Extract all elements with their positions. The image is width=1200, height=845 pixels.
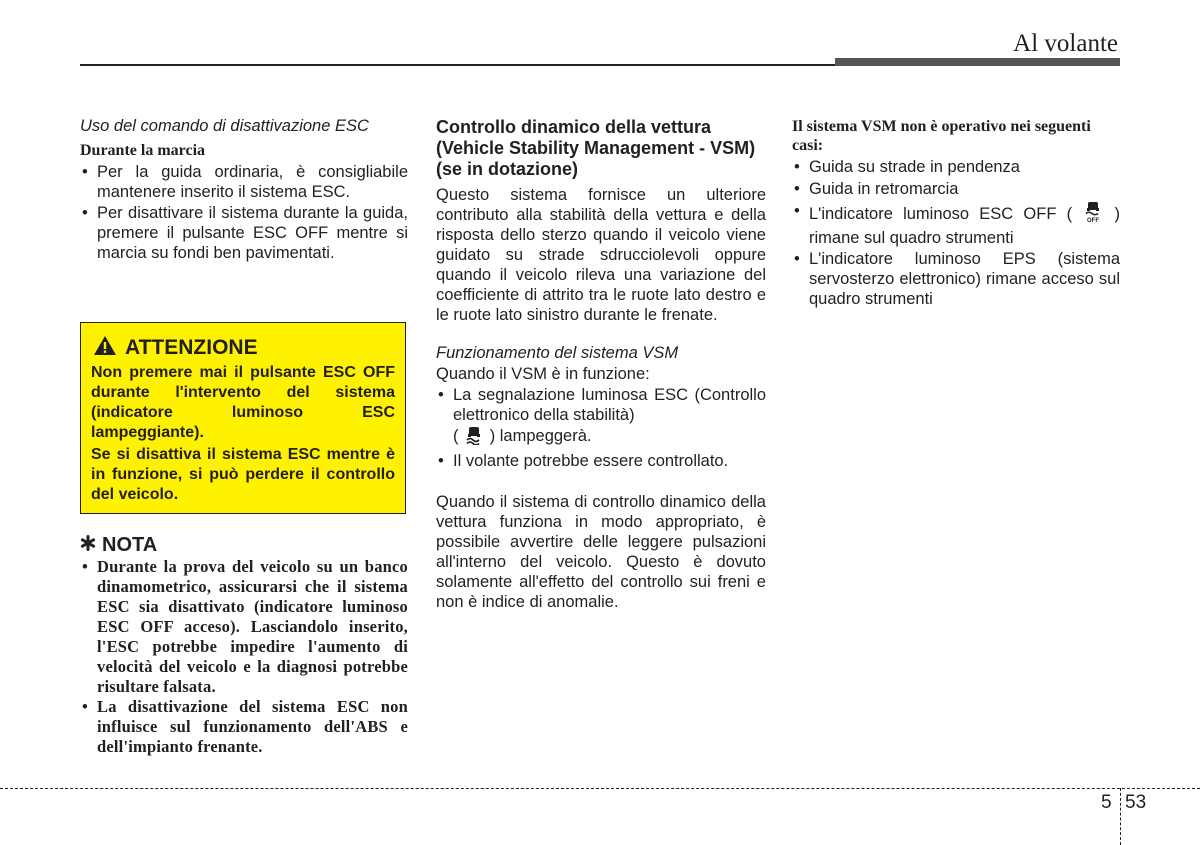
list-item: • Il volante potrebbe essere controllato. [436,451,766,471]
esc-warning-icon [463,425,485,450]
list-item: • L'indicatore luminoso EPS (sistema servosterzo elettronico) rimane acceso sul quadro strumenti [792,249,1120,309]
warning-box [80,322,406,514]
vsm-not-operative-heading: Il sistema VSM non è operativo nei seguenti casi: [792,118,1091,154]
list-item: • Per la guida ordinaria, è consigliabile mantenere inserito il sistema ESC. [80,162,408,202]
vsm-heading: Controllo dinamico della vettura (Vehicle Stability Management - VSM) (se in dotazione) [436,117,756,179]
list-item: • L'indicatore luminoso ESC OFF ( OFF ) rimane sul quadro strumenti [792,201,1120,248]
vsm-intro: Questo sistema fornisce un ulteriore contributo alla stabilità della vettura e della risposta dello sterzo quando il veicolo viene guidato su strade sdrucciolevoli oppure quando il veicolo rileva una variazione del coefficiente di attrito tra le ruote lato destro e le ruote lato sinistro durante le frenate. [436,186,766,324]
vsm-when-on: Quando il VSM è in funzione: [436,365,650,383]
warning-title: ATTENZIONE [125,336,258,359]
nota-title: NOTA [102,534,158,556]
vsm-subhead: Funzionamento del sistema VSM [436,344,679,362]
nota-bullets [80,557,408,757]
column-3 [792,117,1120,309]
list-item: • La segnalazione luminosa ESC (Controllo elettronico della stabilità) ( ) lampeggerà. [436,385,766,450]
esc-subhead: Uso del comando di disattivazione ESC [80,117,369,135]
list-item: • Guida in retromarcia [792,179,1120,199]
not-operative-bullets [792,157,1120,309]
chapter-number: 5 [1101,792,1112,813]
page-number: 53 [1125,792,1147,813]
asterisk-icon [80,533,96,557]
column-1 [80,117,408,263]
footer-dashed-rule [0,788,1200,789]
driving-bullets [80,162,408,263]
list-item: • Per disattivare il sistema durante la guida, premere il pulsante ESC OFF mentre si marcia su fondi ben pavimentati. [80,203,408,263]
nota-heading [80,533,157,557]
svg-text:OFF: OFF [1087,218,1100,223]
header-rule-thick [835,58,1120,66]
footer-vertical-rule [1120,788,1121,845]
column-2 [436,117,766,612]
vsm-paragraph: Quando il sistema di controllo dinamico della vettura funziona in modo appropriato, è possibile avvertire delle leggere pulsazioni all'interno del veicolo. Questo è dovuto solamente all'effetto del controllo sui freni e non è indice di anomalie. [436,493,766,611]
esc-off-icon [1082,201,1104,228]
warning-text-1: Non premere mai il pulsante ESC OFF durante l'intervento del sistema (indicatore luminoso ESC lampeggiante). [91,364,395,441]
warning-triangle-icon [93,335,117,361]
warning-text-2: Se si disattiva il sistema ESC mentre è in funzione, si può perdere il controllo del veicolo. [91,446,395,503]
vsm-bullets [436,385,766,471]
list-item: • Durante la prova del veicolo su un banco dinamometrico, assicurarsi che il sistema ESC sia disattivato (indicatore luminoso ESC OFF acceso). Lasciandolo inserito, l'ESC potrebbe impedire l'aumento di velocità del veicolo e la diagnosi potrebbe risultare falsata. [80,557,408,697]
list-item: • La disattivazione del sistema ESC non influisce sul funzionamento dell'ABS e dell'impianto frenante. [80,697,408,757]
page-header-title: Al volante [1013,30,1118,57]
driving-heading: Durante la marcia [80,142,206,159]
list-item: • Guida su strade in pendenza [792,157,1120,177]
header-rule [80,64,835,66]
